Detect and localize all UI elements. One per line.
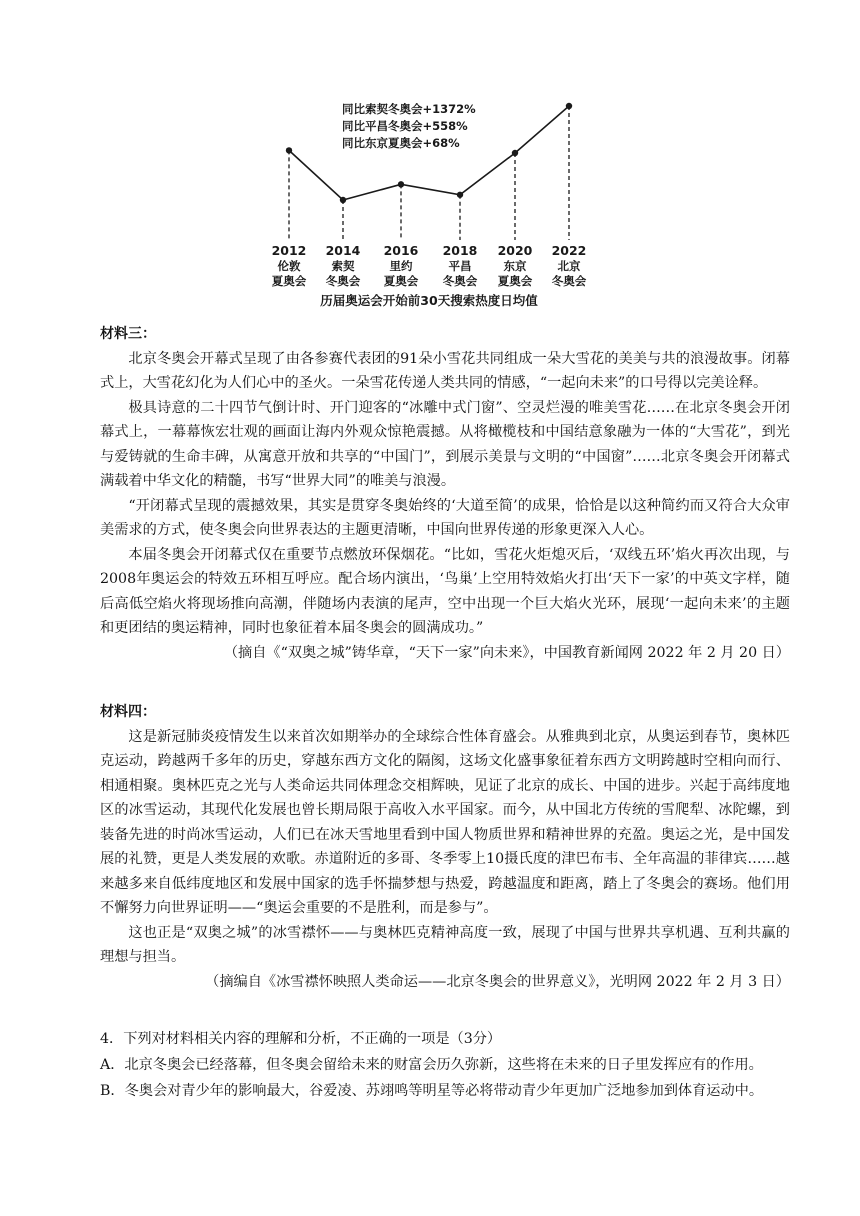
x-tick-city: 平昌 bbox=[448, 259, 472, 273]
x-tick-games: 冬奥会 bbox=[442, 274, 478, 288]
x-tick-year: 2018 bbox=[442, 243, 478, 258]
x-tick-city: 北京 bbox=[557, 259, 581, 273]
data-point bbox=[457, 192, 463, 198]
material-three-paragraph-4: 本届冬奥会开闭幕式仅在重要节点燃放环保烟花。“比如，雪花火炬熄灭后，‘双线五环’焰火再次出现，与2008年奥运会的特效五环相互呼应。配合场内演出，‘鸟巢’上空用特效焰火打出‘天下一家’的中英文字样，随后高低空焰火将现场推向高潮，伴随场内表演的尾声，空中出现一个巨大焰火光环，展现‘一起向未来’的主题和更团结的奥运精神，同时也象征着本届冬奥会的圆满成功。” bbox=[100, 546, 790, 636]
x-tick-city: 索契 bbox=[331, 259, 355, 273]
x-tick-year: 2020 bbox=[497, 243, 533, 258]
data-point bbox=[340, 197, 346, 203]
material-three-paragraph-3: “开闭幕式呈现的震撼效果，其实是贯穿冬奥始终的‘大道至简’的成果，恰恰是以这种简约而又符合大众审美需求的方式，使冬奥会向世界表达的主题更清晰，中国向世界传递的形象更深入人心。 bbox=[100, 497, 790, 538]
x-tick-games: 冬奥会 bbox=[551, 274, 587, 288]
material-four-paragraph-1: 这是新冠肺炎疫情发生以来首次如期举办的全球综合性体育盛会。从雅典到北京，从奥运到春节，奥林匹克运动，跨越两千多年的历史，穿越东西方文化的隔阂，这场文化盛事象征着东西方文明跨越时空相向而行、相通相聚。奥林匹克之光与人类命运共同体理念交相辉映，见证了北京的成长、中国的进步。兴起于高纬度地区的冰雪运动，其现代化发展也曾长期局限于高收入水平国家。而今，从中国北方传统的雪爬犁、冰陀螺，到装备先进的时尚冰雪运动，人们已在冰天雪地里看到中国人物质世界和精神世界的充盈。奥运之光，是中国发展的礼赞，更是人类发展的欢歌。赤道附近的多哥、冬季零上10摄氏度的津巴布韦、全年高温的菲律宾……越来越多来自低纬度地区和发展中国家的选手怀揣梦想与热爱，跨越温度和距离，踏上了冬奥会的赛场。他们用不懈努力向世界证明——“奥运会重要的不是胜利，而是参与”。 bbox=[100, 728, 790, 916]
material-three-heading: 材料三： bbox=[100, 326, 156, 342]
material-three-paragraph-1: 北京冬奥会开幕式呈现了由各参赛代表团的91朵小雪花共同组成一朵大雪花的美美与共的浪漫故事。闭幕式上，大雪花幻化为人们心中的圣火。一朵雪花传递人类共同的情感，“一起向未来”的口号得以完美诠释。 bbox=[100, 350, 790, 391]
chart-annotation: 同比东京夏奥会+68% bbox=[342, 136, 460, 150]
data-point bbox=[512, 150, 518, 156]
x-tick-year: 2016 bbox=[383, 243, 419, 258]
chart-annotation: 同比索契冬奥会+1372% bbox=[342, 102, 476, 116]
option-b[interactable]: B．冬奥会对青少年的影响最大，谷爱凌、苏翊鸣等明星等必将带动青少年更加广泛地参加到体育运动中。 bbox=[100, 1083, 764, 1099]
x-tick-year: 2014 bbox=[325, 243, 361, 258]
material-four bbox=[100, 700, 790, 994]
chart-annotations bbox=[342, 102, 476, 150]
material-three bbox=[100, 322, 790, 665]
x-tick-year: 2022 bbox=[551, 243, 587, 258]
x-tick-games: 夏奥会 bbox=[383, 274, 419, 288]
x-tick-city: 东京 bbox=[503, 259, 527, 273]
data-point bbox=[286, 147, 292, 153]
material-three-source: （摘自《“双奥之城”铸华章，“天下一家”向未来》，中国教育新闻网 2022 年 2 月 20 日） bbox=[223, 644, 790, 661]
data-point bbox=[566, 103, 572, 109]
data-point bbox=[398, 181, 404, 187]
x-tick-city: 里约 bbox=[389, 259, 413, 273]
x-tick-games: 夏奥会 bbox=[271, 274, 307, 288]
question-stem: 4．下列对材料相关内容的理解和分析，不正确的一项是（3分） bbox=[100, 1031, 502, 1047]
x-tick-games: 夏奥会 bbox=[497, 274, 533, 288]
option-a[interactable]: A．北京冬奥会已经落幕，但冬奥会留给未来的财富会历久弥新，这些将在未来的日子里发挥应有的作用。 bbox=[100, 1057, 763, 1073]
chart-title: 历届奥运会开始前30天搜索热度日均值 bbox=[320, 293, 538, 308]
chart-annotation: 同比平昌冬奥会+558% bbox=[342, 119, 468, 133]
x-tick-games: 冬奥会 bbox=[325, 274, 361, 288]
x-tick-year: 2012 bbox=[271, 243, 307, 258]
question-4 bbox=[100, 1026, 800, 1104]
x-axis-labels bbox=[272, 243, 587, 288]
material-four-paragraph-2: 这也正是“双奥之城”的冰雪襟怀——与奥林匹克精神高度一致，展现了中国与世界共享机遇、互利共赢的理想与担当。 bbox=[100, 924, 790, 965]
search-heat-line-chart bbox=[0, 0, 860, 320]
material-four-source: （摘编自《冰雪襟怀映照人类命运——北京冬奥会的世界意义》，光明网 2022 年 2 月 3 日） bbox=[205, 973, 790, 990]
x-tick-city: 伦敦 bbox=[277, 259, 301, 273]
data-points bbox=[286, 103, 572, 203]
material-three-paragraph-2: 极具诗意的二十四节气倒计时、开门迎客的“冰雕中式门窗”、空灵烂漫的唯美雪花……在北京冬奥会开闭幕式上，一幕幕恢宏壮观的画面让海内外观众惊艳震撼。从将橄榄枝和中国结意象融为一体的“大雪花”，到光与爱铸就的生命丰碑，从寓意开放和共享的“中国门”，到展示美景与文明的“中国窗”……北京冬奥会开闭幕式满载着中华文化的精髓，书写“世界大同”的唯美与浪漫。 bbox=[100, 399, 790, 489]
material-four-heading: 材料四： bbox=[100, 704, 156, 720]
